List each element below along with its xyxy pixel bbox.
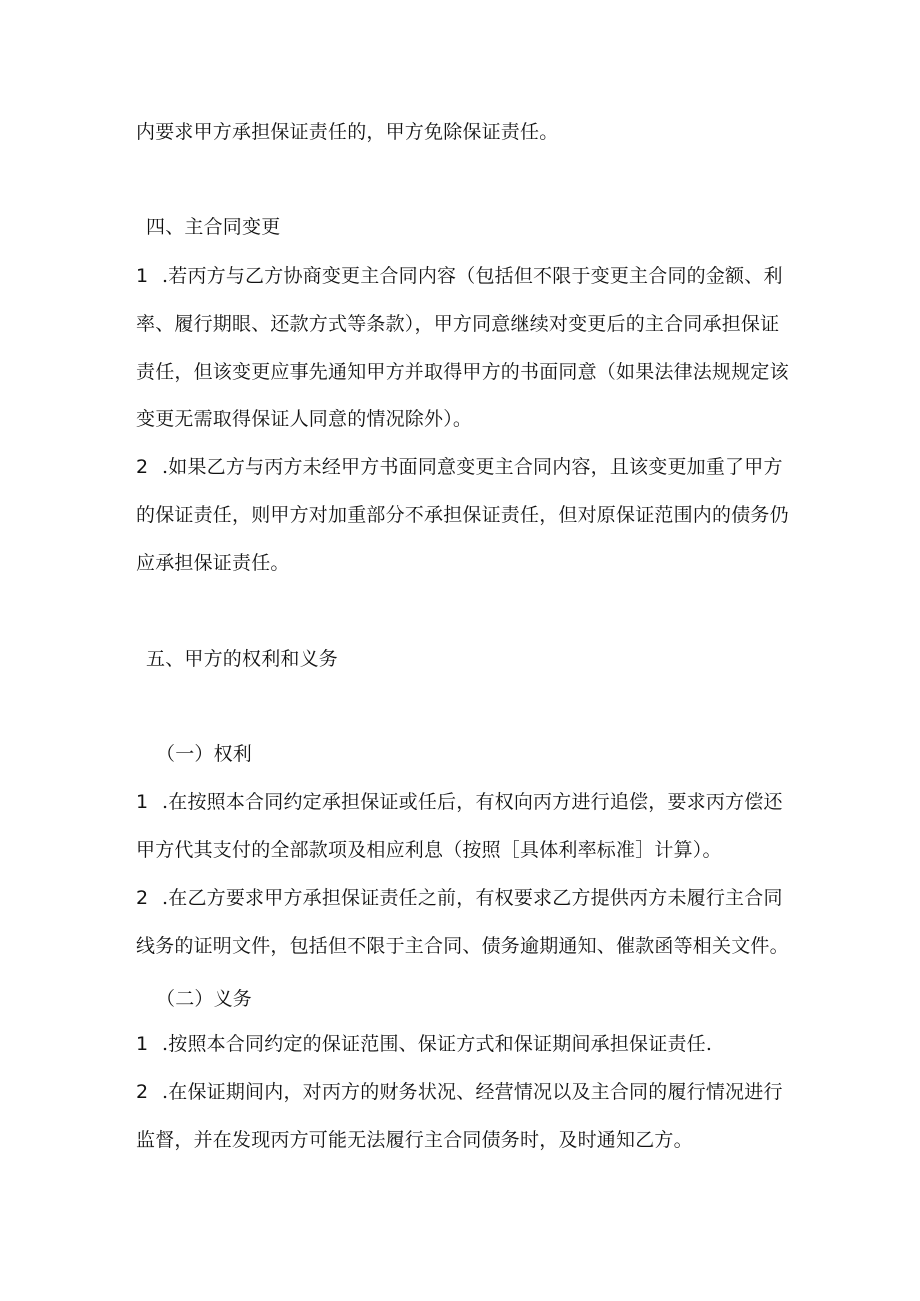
paragraph-line — [136, 1128, 693, 1152]
subheading-text: （二）义务 — [156, 988, 253, 1010]
line-text: 监督，并在发现丙方可能无法履行主合同债务时，及时通知乙方。 — [136, 1129, 693, 1151]
line-text: .按照本合同约定的保证范围、保证方式和保证期间承担保证责任. — [162, 1033, 713, 1055]
line-text: 内要求甲方承担保证责任的，甲方免除保证责任。 — [136, 121, 559, 143]
line-text: 甲方代其支付的全部款项及相应利息（按照［具体利率标准］计算）。 — [136, 839, 722, 861]
paragraph-line — [136, 312, 779, 336]
heading-text: 四、主合同变更 — [146, 216, 281, 238]
paragraph-line — [136, 503, 789, 527]
paragraph-line — [136, 360, 789, 384]
line-text: .如果乙方与丙方未经甲方书面同意变更主合同内容，且该变更加重了甲方 — [162, 456, 783, 478]
paragraph-line — [136, 551, 290, 575]
item-number: 2 — [136, 887, 149, 909]
item-number: 1 — [136, 265, 149, 287]
line-text: 应承担保证责任。 — [136, 552, 290, 574]
paragraph-line — [136, 264, 783, 288]
line-text: 线务的证明文件，包括但不限于主合同、债务逾期通知、催款函等相关文件。 — [136, 935, 789, 957]
subsection-heading-rights — [156, 742, 252, 766]
line-text: .若丙方与乙方协商变更主合同内容（包括但不限于变更主合同的金额、利 — [162, 265, 783, 287]
subheading-text: （一）权利 — [156, 743, 253, 765]
paragraph-line — [136, 407, 472, 431]
item-number: 2 — [136, 1081, 149, 1103]
paragraph-line — [136, 1080, 783, 1104]
paragraph-line — [136, 886, 783, 910]
line-text: 变更无需取得保证人同意的情况除外）。 — [136, 408, 473, 430]
line-text: .在按照本合同约定承担保证或任后，有权向丙方进行追偿，要求丙方偿还 — [162, 791, 783, 813]
item-number: 1 — [136, 791, 149, 813]
paragraph-line — [136, 790, 783, 814]
section-heading-5 — [146, 647, 338, 671]
paragraph-line — [136, 1032, 712, 1056]
line-text: 的保证责任，则甲方对加重部分不承担保证责任，但对原保证范围内的债务仍 — [136, 504, 789, 526]
line-text: .在保证期间内，对丙方的财务状况、经营情况以及主合同的履行情况进行 — [162, 1081, 783, 1103]
line-text: 率、履行期眼、还款方式等条款），甲方同意继续对变更后的主合同承担保证 — [136, 313, 780, 335]
item-number: 1 — [136, 1033, 149, 1055]
paragraph-line — [136, 934, 789, 958]
paragraph-line — [136, 455, 783, 479]
paragraph-line — [136, 838, 722, 862]
section-heading-4 — [146, 215, 280, 239]
line-text: 责任，但该变更应事先通知甲方并取得甲方的书面同意（如果法律法规规定该 — [136, 361, 789, 383]
heading-text: 五、甲方的权利和义务 — [146, 648, 339, 670]
line-text: .在乙方要求甲方承担保证责任之前，有权要求乙方提供丙方未履行主合同 — [162, 887, 783, 909]
subsection-heading-duties — [156, 987, 252, 1011]
item-number: 2 — [136, 456, 149, 478]
paragraph-line — [136, 120, 558, 144]
